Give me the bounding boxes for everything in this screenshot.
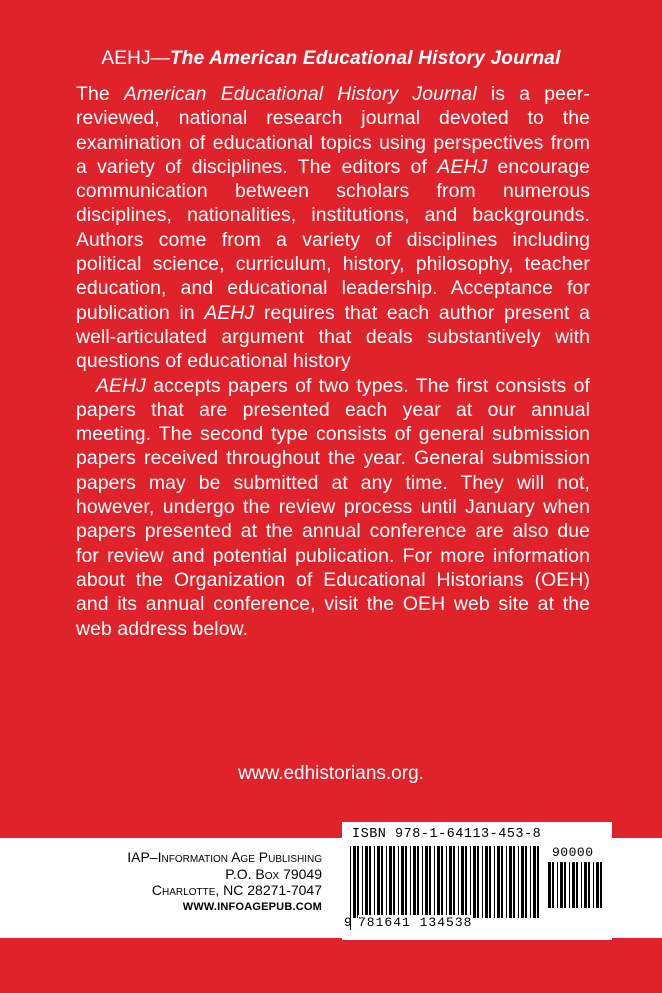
publisher-website: WWW.INFOAGEPUB.COM <box>182 900 322 913</box>
description-text <box>76 82 590 641</box>
description-paragraph-2: AEHJ accepts papers of two types. The first consists of papers that are presented each year at our annual meeting. The second type consists of general submission papers received throughout the year. General submission papers may be submitted at any time. They will not, however, undergo the review process until January when papers presented at the annual conference are also due for review and potential publication. For more information about the Organization of Educational Historians (OEH) and its annual conference, visit the OEH web site at the web address below. <box>76 374 590 640</box>
description-paragraph-1: The American Educational History Journal is a peer-reviewed, national research journal devoted to the examination of educational topics using perspectives from a variety of disciplines. The editors of AEHJ encourage communication between scholars from numerous disciplines, nationalities, institutions, and backgrounds. Authors come from a variety of disciplines including political science, curriculum, history, philosophy, teacher education, and educational leadership. Acceptance for publication in AEHJ requires that each author present a well-articulated argument that deals substantively with questions of educational history <box>76 83 591 373</box>
heading-prefix: AEHJ— <box>101 48 170 69</box>
addon-barcode-bars <box>546 862 606 932</box>
heading-title: The American Educational History Journal <box>170 48 561 69</box>
isbn-barcode <box>342 822 612 940</box>
publisher-info <box>90 849 322 915</box>
journal-name: American Educational History Journal <box>123 83 477 105</box>
journal-heading <box>60 48 602 70</box>
publisher-city: Charlotte, NC 28271-7047 <box>151 882 322 898</box>
publisher-name: IAP–Information Age Publishing <box>127 849 322 865</box>
price-code: 90000 <box>552 845 594 860</box>
isbn-first-digit: 9 <box>344 915 352 930</box>
publisher-box: P.O. Box 79049 <box>225 865 322 882</box>
website-url: www.edhistorians.org. <box>238 763 424 784</box>
isbn-digits: 781641 134538 <box>358 915 473 930</box>
isbn-label: ISBN 978-1-64113-453-8 <box>352 827 542 842</box>
